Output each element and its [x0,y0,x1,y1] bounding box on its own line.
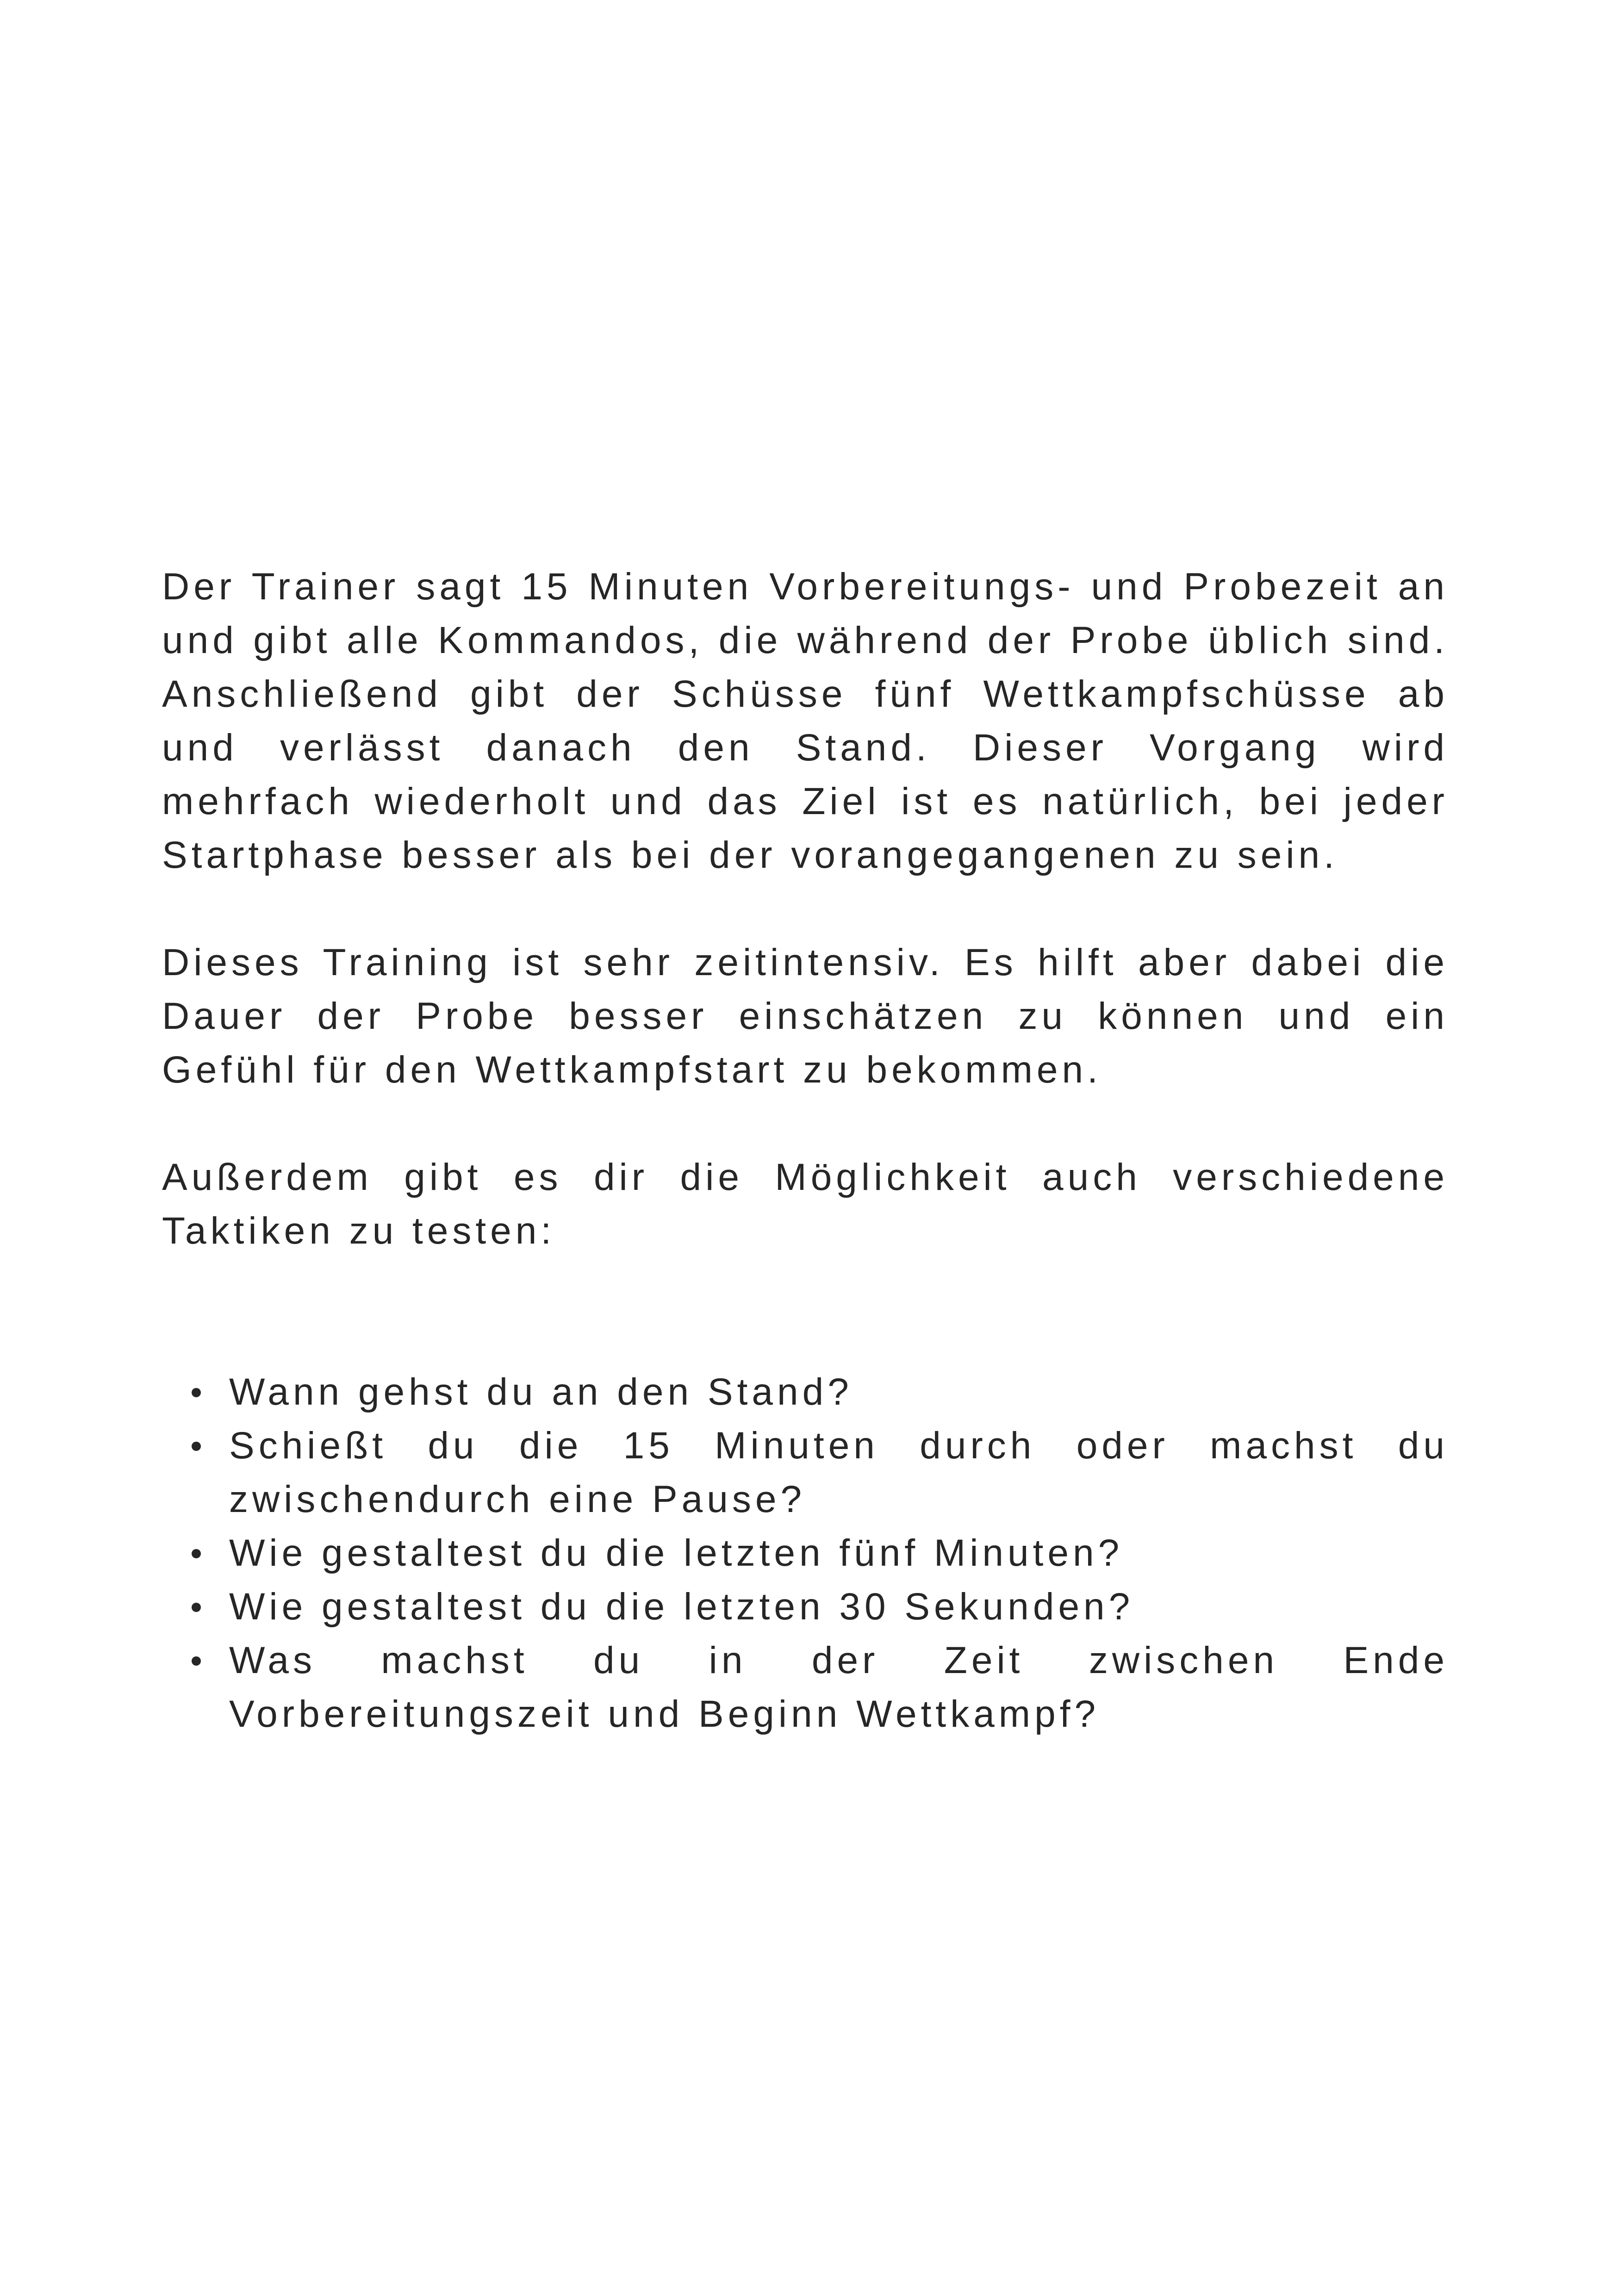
list-item [162,1526,1449,1580]
list-item [162,1580,1449,1634]
bullet-icon [192,1442,201,1451]
list-item [162,1419,1449,1526]
tactics-list [162,1365,1449,1741]
list-item [162,1634,1449,1741]
bullet-icon [192,1549,201,1558]
list-item-text: Wie gestaltest du die letzten 30 Sekunden? [229,1586,1134,1628]
list-item-text: Schießt du die 15 Minuten durch oder machst du zwischendurch eine Pause? [229,1425,1449,1520]
bullet-icon [192,1656,201,1666]
bullet-icon [192,1603,201,1612]
bullet-icon [192,1388,201,1397]
paragraph-tactics-intro: Außerdem gibt es dir die Möglichkeit auch verschiedene Taktiken zu testen: [162,1156,1449,1252]
list-item-text: Wann gehst du an den Stand? [229,1371,853,1413]
list-item [162,1365,1449,1419]
document-body [162,560,1449,1741]
paragraph-training-benefits: Dieses Training ist sehr zeitintensiv. Es hilft aber dabei die Dauer der Probe besser einschätzen zu können und ein Gefühl für den Wettkampfstart zu bekommen. [162,941,1449,1091]
list-item-text: Wie gestaltest du die letzten fünf Minuten? [229,1532,1124,1574]
list-item-text: Was machst du in der Zeit zwischen Ende Vorbereitungszeit und Beginn Wettkampf? [229,1639,1449,1735]
paragraph-training-procedure: Der Trainer sagt 15 Minuten Vorbereitungs- und Probezeit an und gibt alle Kommandos, die während der Probe üblich sind. Anschließend gibt der Schüsse fünf Wettkampfschüsse ab und verlässt danach den Stand. Dieser Vorgang wird mehrfach wiederholt und das Ziel ist es natürlich, bei jeder Startphase besser als bei der vorangegangenen zu sein. [162,566,1449,876]
